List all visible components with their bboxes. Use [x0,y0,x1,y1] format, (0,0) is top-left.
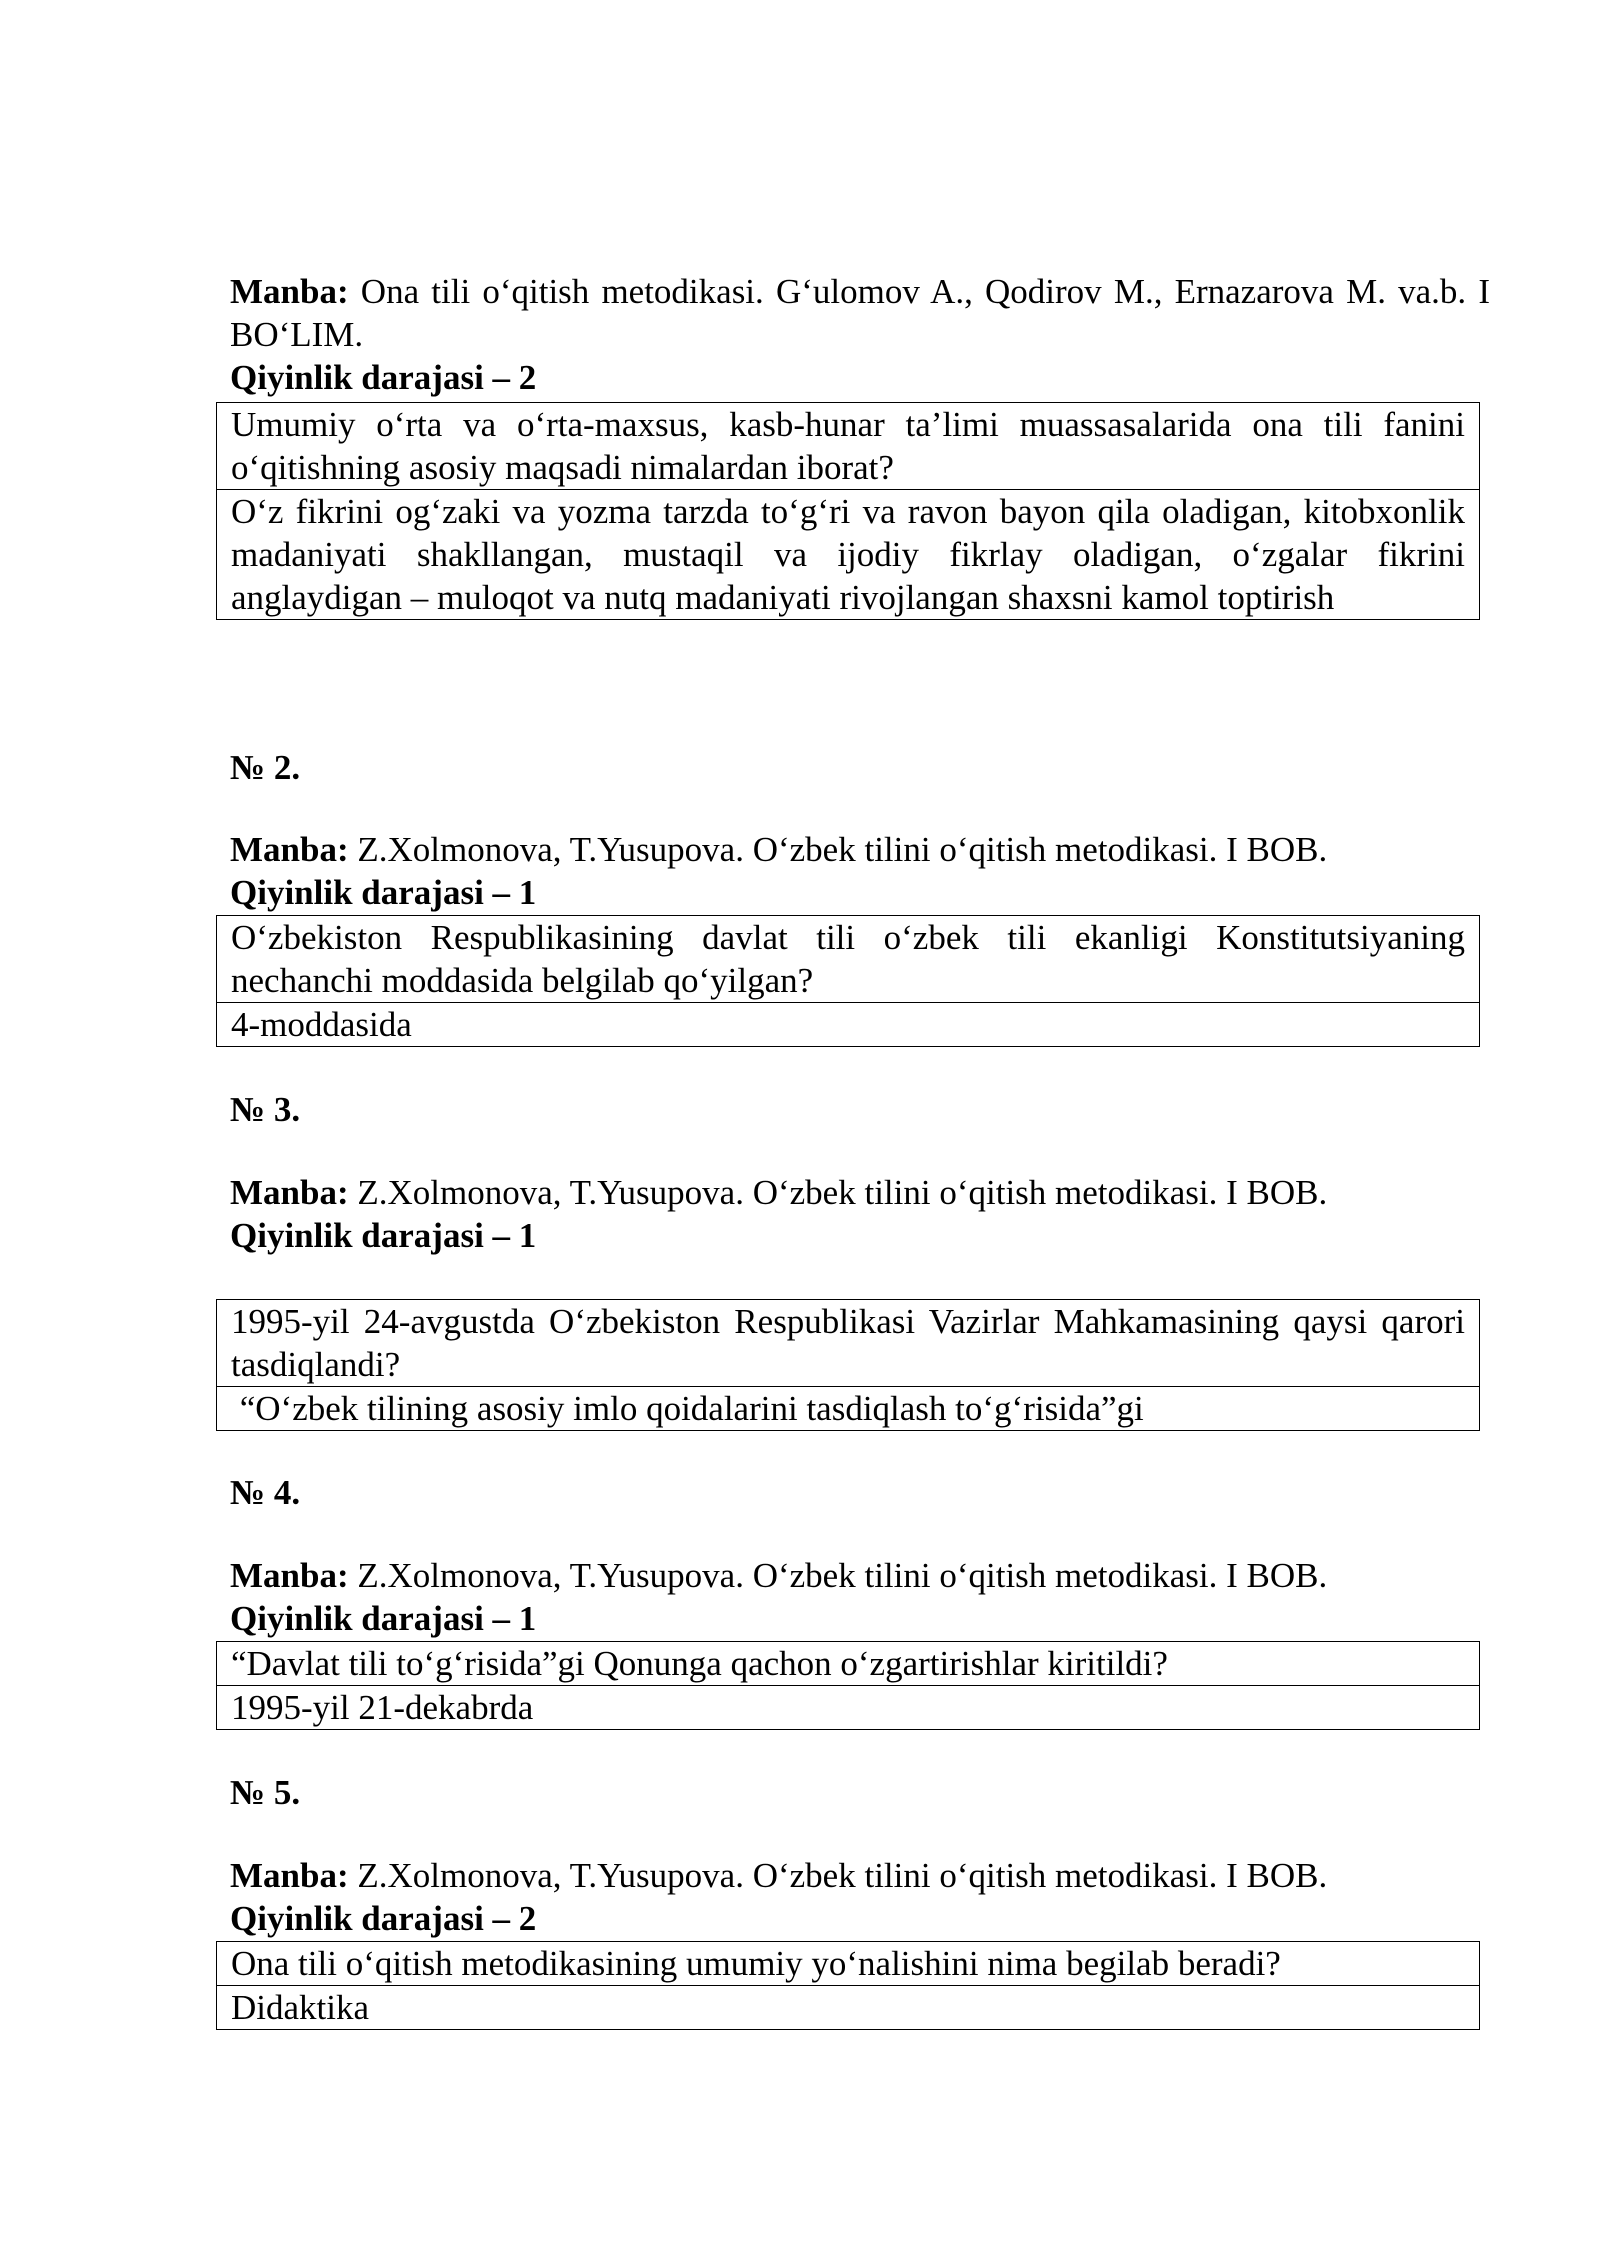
item-5-header [230,1854,1490,1940]
source-label: Manba: [230,1556,349,1595]
source-line [230,828,1490,871]
item-5-number: № 5. [230,1773,301,1812]
item-3-number: № 3. [230,1090,301,1129]
item-1-header [230,270,1490,399]
answer-cell: Didaktika [217,1986,1480,2030]
source-label: Manba: [230,830,349,869]
difficulty-label: Qiyinlik darajasi – 1 [230,1216,537,1255]
question-cell: 1995-yil 24-avgustda O‘zbekiston Respublikasi Vazirlar Mahkamasining qaysi qarori tasdiqlandi? [217,1300,1480,1387]
answer-cell: O‘z fikrini og‘zaki va yozma tarzda to‘g‘ri va ravon bayon qila oladigan, kitobxonlik madaniyati shakllangan, mustaqil va ijodiy fikrlay oladigan, o‘zgalar fikrini anglaydigan – muloqot va nutq madaniyati rivojlangan shaxsni kamol toptirish [217,490,1480,620]
item-2-table [216,915,1480,1047]
answer-cell: 1995-yil 21-dekabrda [217,1686,1480,1730]
source-line [230,1554,1490,1597]
item-4-table [216,1641,1480,1730]
source-line [230,270,1490,356]
source-label: Manba: [230,272,349,311]
item-4-header [230,1554,1490,1640]
difficulty-label: Qiyinlik darajasi – 1 [230,1599,537,1638]
item-2-header [230,828,1490,914]
question-cell: O‘zbekiston Respublikasining davlat tili o‘zbek tili ekanligi Konstitutsiyaning nechanchi moddasida belgilab qo‘yilgan? [217,916,1480,1003]
source-line [230,1854,1490,1897]
item-3-header [230,1171,1490,1257]
question-cell: “Davlat tili to‘g‘risida”gi Qonunga qachon o‘zgartirishlar kiritildi? [217,1642,1480,1686]
item-5-table [216,1941,1480,2030]
source-label: Manba: [230,1856,349,1895]
source-label: Manba: [230,1173,349,1212]
item-3-table [216,1299,1480,1431]
source-line [230,1171,1490,1214]
source-text: Z.Xolmonova, T.Yusupova. O‘zbek tilini o‘qitish metodikasi. I BOB. [357,1556,1328,1595]
answer-cell: 4-moddasida [217,1003,1480,1047]
answer-cell: “O‘zbek tilining asosiy imlo qoidalarini tasdiqlash to‘g‘risida”gi [217,1387,1480,1431]
source-text: Ona tili o‘qitish metodikasi. G‘ulomov A., Qodirov M., Ernazarova M. va.b. I BO‘LIM. [230,272,1490,354]
question-cell: Ona tili o‘qitish metodikasining umumiy yo‘nalishini nima begilab beradi? [217,1942,1480,1986]
question-cell: Umumiy o‘rta va o‘rta-maxsus, kasb-hunar ta’limi muassasalarida ona tili fanini o‘qitishning asosiy maqsadi nimalardan iborat? [217,403,1480,490]
source-text: Z.Xolmonova, T.Yusupova. O‘zbek tilini o‘qitish metodikasi. I BOB. [357,830,1328,869]
source-text: Z.Xolmonova, T.Yusupova. O‘zbek tilini o‘qitish metodikasi. I BOB. [357,1856,1328,1895]
item-1-table [216,402,1480,620]
difficulty-label: Qiyinlik darajasi – 2 [230,358,537,397]
item-4-number: № 4. [230,1473,301,1512]
difficulty-label: Qiyinlik darajasi – 1 [230,873,537,912]
source-text: Z.Xolmonova, T.Yusupova. O‘zbek tilini o‘qitish metodikasi. I BOB. [357,1173,1328,1212]
difficulty-label: Qiyinlik darajasi – 2 [230,1899,537,1938]
item-2-number: № 2. [230,748,301,787]
